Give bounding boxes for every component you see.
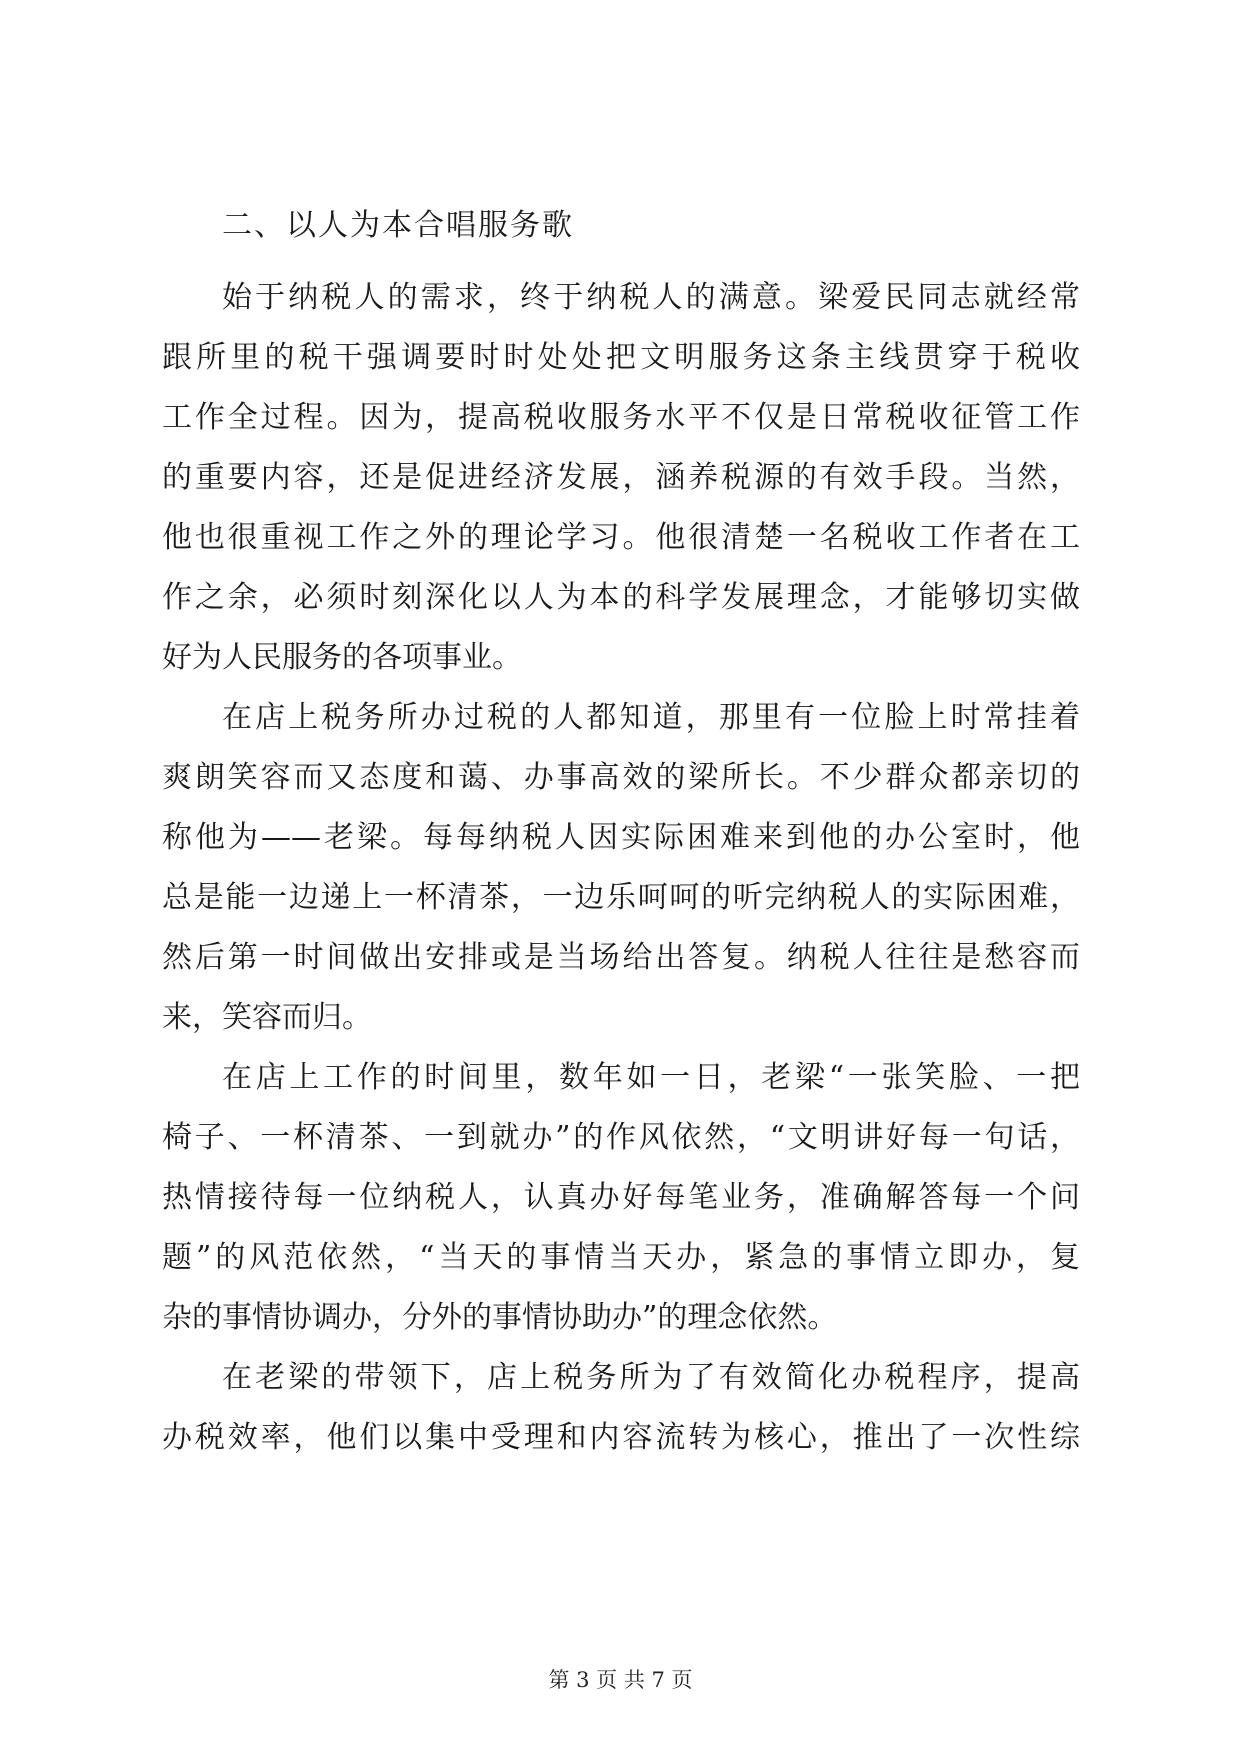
text-line: 然后第一时间做出安排或是当场给出答复。纳税人往往是愁容而 [162, 940, 1080, 975]
document-body [162, 196, 1080, 1468]
text-line: 办税效率，他们以集中受理和内容流转为核心，推出了一次性综 [162, 1420, 1080, 1455]
text-line: 总是能一边递上一杯清茶，一边乐呵呵的听完纳税人的实际困难， [162, 880, 1080, 915]
section-heading: 二、以人为本合唱服务歌 [222, 208, 574, 243]
text-line: 热情接待每一位纳税人，认真办好每笔业务，准确解答每一个问 [162, 1180, 1080, 1215]
text-line: 在店上工作的时间里，数年如一日，老梁“一张笑脸、一把 [222, 1060, 1080, 1095]
text-line: 杂的事情协调办，分外的事情协助办”的理念依然。 [162, 1300, 838, 1335]
text-line: 跟所里的税干强调要时时处处把文明服务这条主线贯穿于税收 [162, 340, 1080, 375]
page-footer: 第 3 页 共 7 页 [548, 1668, 693, 1692]
text-line: 好为人民服务的各项事业。 [162, 640, 522, 675]
text-line: 在店上税务所办过税的人都知道，那里有一位脸上时常挂着 [222, 700, 1080, 735]
text-line: 称他为——老梁。每每纳税人因实际困难来到他的办公室时，他 [162, 820, 1080, 855]
text-line: 始于纳税人的需求，终于纳税人的满意。梁爱民同志就经常 [222, 280, 1080, 315]
paragraph-2 [162, 688, 1080, 1048]
text-line: 来，笑容而归。 [162, 1000, 372, 1035]
text-line: 他也很重视工作之外的理论学习。他很清楚一名税收工作者在工 [162, 520, 1080, 555]
text-line: 题”的风范依然，“当天的事情当天办，紧急的事情立即办，复 [162, 1240, 1080, 1275]
text-line: 工作全过程。因为，提高税收服务水平不仅是日常税收征管工作 [162, 400, 1080, 435]
text-line: 椅子、一杯清茶、一到就办”的作风依然，“文明讲好每一句话， [162, 1120, 1080, 1155]
paragraph-1 [162, 268, 1080, 688]
paragraph-4 [162, 1348, 1080, 1468]
text-line: 在老梁的带领下，店上税务所为了有效简化办税程序，提高 [222, 1360, 1080, 1395]
text-line: 爽朗笑容而又态度和蔼、办事高效的梁所长。不少群众都亲切的 [162, 760, 1080, 795]
paragraph-3 [162, 1048, 1080, 1348]
text-line: 的重要内容，还是促进经济发展，涵养税源的有效手段。当然， [162, 460, 1080, 495]
text-line: 作之余，必须时刻深化以人为本的科学发展理念，才能够切实做 [162, 580, 1080, 615]
